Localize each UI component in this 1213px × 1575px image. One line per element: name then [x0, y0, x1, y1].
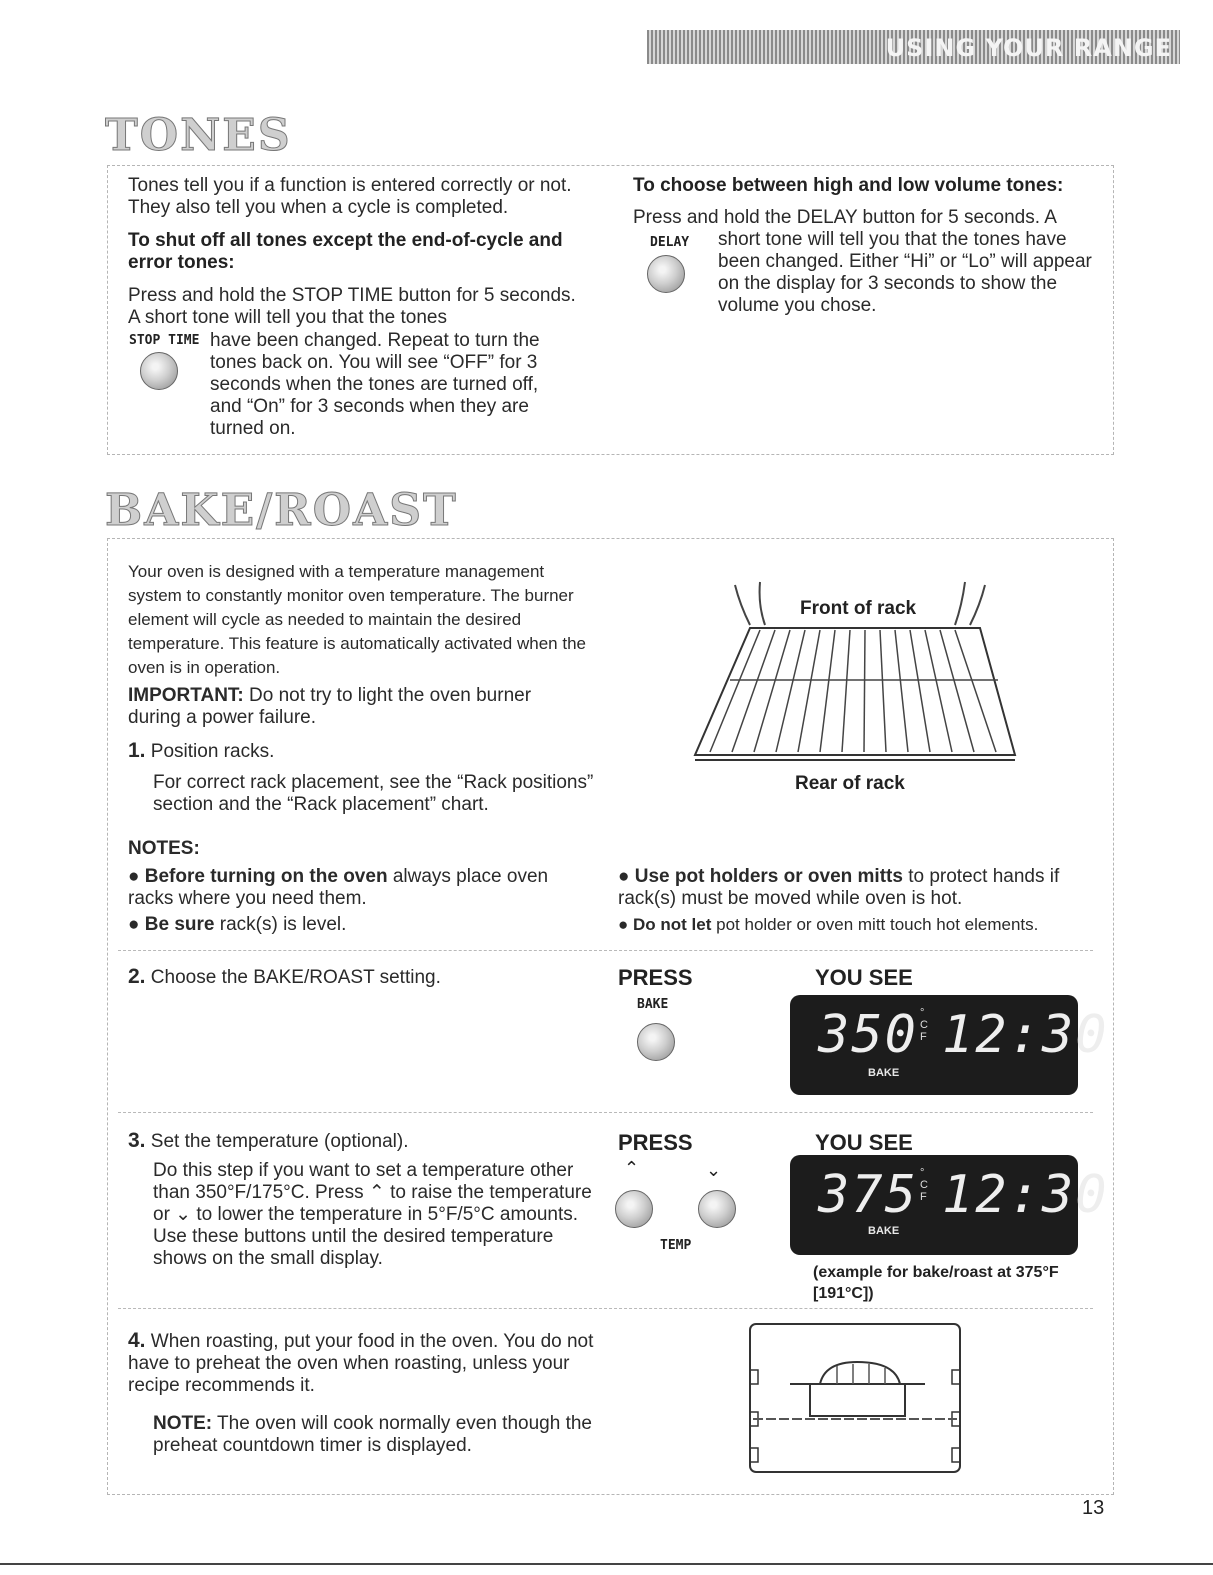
note-text: rack(s) is level. [214, 914, 347, 935]
bake-button-label: BAKE [637, 997, 669, 1012]
step3-text: Do this step if you want to set a temperature other than 350°F/175°C. Press ⌃ to raise the temperature or ⌄ to lower the temperature in 5°F/5°C amounts. Use these buttons until the desired temperature shows on the small display. [153, 1160, 592, 1269]
banner-label: USING YOUR RANGE [885, 34, 1172, 62]
temp-label: TEMP [660, 1238, 692, 1253]
volume-heading: To choose between high and low volume tones: [633, 175, 1064, 196]
section-banner [647, 30, 1180, 64]
note-bold: Use pot holders or oven mitts [634, 866, 903, 887]
display-time: 12:30 [942, 1165, 1109, 1225]
display-mode: BAKE [868, 1225, 900, 1237]
rack-rear-label: Rear of rack [795, 773, 905, 794]
important-label: IMPORTANT: [128, 685, 244, 706]
note-text: to protect hands if rack(s) must be moved while oven is hot. [618, 866, 1060, 909]
shutoff-text-2: have been changed. Repeat to turn the tones back on. You will see “OFF” for 3 seconds when the tones are turned off, and “On” for 3 seconds when they are turned on. [210, 330, 540, 439]
oven-display [790, 995, 1109, 1095]
page-edge [0, 1563, 1213, 1565]
bake-button[interactable] [637, 1023, 675, 1061]
volume-text-1: Press and hold the DELAY button for 5 seconds. A [633, 207, 1057, 228]
note-text: always place oven racks where you need them. [128, 866, 549, 909]
display-unit-c: C [920, 1019, 928, 1031]
oven-roasting-illustration [745, 1322, 965, 1477]
divider [118, 950, 1093, 951]
note-item: ● Be sure rack(s) is level. [128, 914, 347, 935]
note-bold: Do not let [633, 915, 712, 934]
note-item: ● Do not let pot holder or oven mitt touch hot elements. [618, 915, 1039, 934]
notes-label: NOTES: [128, 838, 200, 859]
tones-intro: Tones tell you if a function is entered correctly or not. They also tell you when a cycle is completed. [128, 175, 572, 218]
stop-time-button[interactable] [140, 352, 178, 390]
shutoff-heading: To shut off all tones except the end-of-cycle and error tones: [128, 230, 563, 273]
chevron-down-icon: ⌄ [706, 1160, 722, 1180]
rack-front-label: Front of rack [800, 598, 917, 619]
stop-time-button-label: STOP TIME [129, 333, 200, 348]
divider [118, 1308, 1093, 1309]
shutoff-text-1: Press and hold the STOP TIME button for 5 seconds. A short tone will tell you that the tones [128, 285, 576, 328]
note-text: The oven will cook normally even though the preheat countdown timer is displayed. [153, 1413, 592, 1456]
display-unit-c: C [920, 1179, 928, 1191]
display-caption: (example for bake/roast at 375°F [191°C]) [813, 1264, 1059, 1302]
display-mode: BAKE [868, 1067, 900, 1079]
page-number: 13 [1082, 1497, 1105, 1519]
press-label: PRESS [618, 965, 693, 990]
press-label: PRESS [618, 1130, 693, 1155]
bake-title: BAKE/ROAST [105, 485, 458, 536]
display-time: 12:30 [942, 1005, 1109, 1065]
delay-button[interactable] [647, 255, 685, 293]
note-bold: Be sure [144, 914, 215, 935]
you-see-label: YOU SEE [815, 965, 913, 990]
step1-number: 1. [128, 739, 146, 762]
step1-text: For correct rack placement, see the “Rack positions” section and the “Rack placement” chart. [153, 772, 594, 815]
delay-button-label: DELAY [650, 235, 690, 250]
display-temperature: 350 [818, 1005, 918, 1065]
step3-number: 3. [128, 1129, 146, 1152]
display-degree: ° [920, 1167, 925, 1179]
display-unit-f: F [920, 1031, 927, 1043]
temp-up-button[interactable] [615, 1190, 653, 1228]
note-bold: Before turning on the oven [144, 866, 388, 887]
note-item: ● Before turning on the oven always place oven racks where you need them. [128, 866, 549, 909]
display-degree: ° [920, 1007, 925, 1019]
step2-text: Choose the BAKE/ROAST setting. [150, 967, 441, 988]
display-temperature: 375 [818, 1165, 918, 1225]
volume-text-2: short tone will tell you that the tones have been changed. Either “Hi” or “Lo” will appear on the display for 3 seconds to show the volume you chose. [718, 229, 1092, 316]
step1-title: Position racks. [150, 741, 275, 762]
tones-title: TONES [105, 110, 292, 161]
display-unit-f: F [920, 1191, 927, 1203]
chevron-up-icon: ⌃ [624, 1158, 640, 1178]
oven-display [790, 1155, 1109, 1255]
divider [118, 1112, 1093, 1113]
note-item: ● Use pot holders or oven mitts to protect hands if rack(s) must be moved while oven is hot. [618, 866, 1060, 909]
temp-down-button[interactable] [698, 1190, 736, 1228]
bake-intro: Your oven is designed with a temperature management system to constantly monitor oven temperature. The burner element will cycle as needed to maintain the desired temperature. This feature is automatically activated when the oven is in operation. [128, 562, 586, 677]
you-see-label: YOU SEE [815, 1130, 913, 1155]
step3-title: Set the temperature (optional). [150, 1131, 409, 1152]
note-text: pot holder or oven mitt touch hot elements. [711, 915, 1039, 934]
note-label: NOTE: [153, 1413, 213, 1434]
important-text: Do not try to light the oven burner during a power failure. [128, 685, 532, 728]
step4-number: 4. [128, 1329, 146, 1352]
step2-number: 2. [128, 965, 146, 988]
step4-text: When roasting, put your food in the oven. You do not have to preheat the oven when roasting, unless your recipe recommends it. [128, 1331, 594, 1396]
